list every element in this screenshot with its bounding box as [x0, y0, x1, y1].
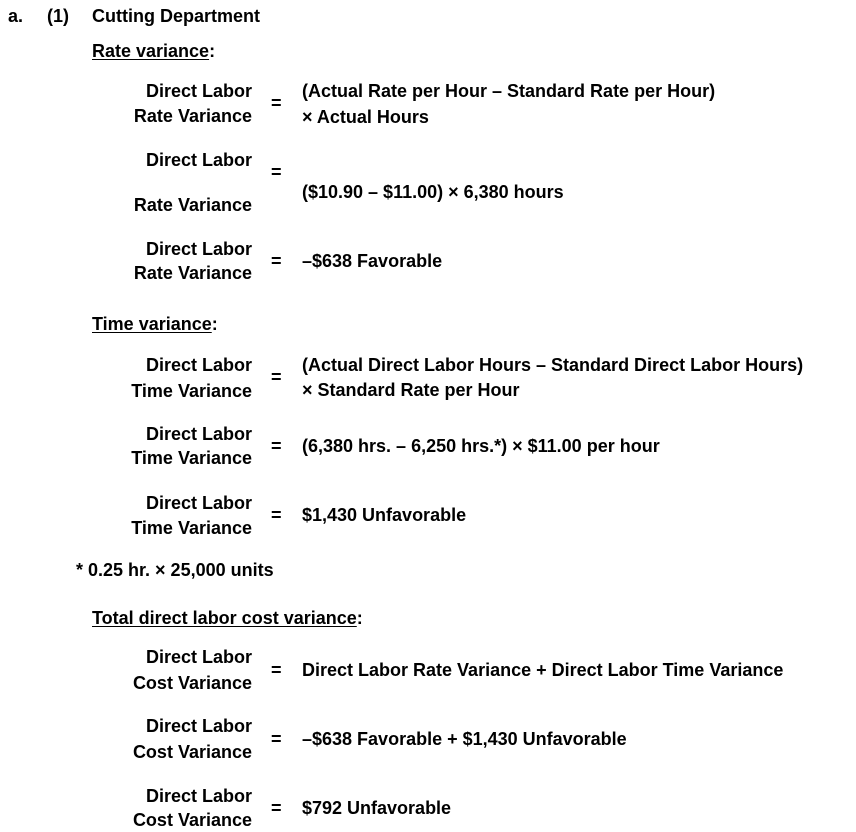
total-eq1-formula: Direct Labor Rate Variance + Direct Labor Time Variance — [302, 660, 784, 680]
total-eq2-label-line1: Direct Labor — [145, 716, 252, 736]
time-eq1-label-line2: Time Variance — [131, 381, 252, 401]
rate-eq1-equals: = — [271, 93, 282, 113]
total-eq2-equals: = — [271, 729, 282, 749]
rate-eq2-formula: ($10.90 – $11.00) × 6,380 hours — [302, 182, 564, 202]
time-eq1-formula-line2: × Standard Rate per Hour — [302, 380, 520, 400]
rate-eq1-label-line1: Direct Labor — [145, 81, 252, 101]
total-eq3-equals: = — [271, 798, 282, 818]
time-eq1-equals: = — [271, 367, 282, 387]
rate-eq3-result: –$638 Favorable — [302, 251, 443, 271]
time-eq2-equals: = — [271, 436, 282, 456]
total-eq3-result: $792 Unfavorable — [302, 798, 452, 818]
rate-variance-heading: Rate variance: — [92, 41, 216, 61]
total-eq2-formula: –$638 Favorable + $1,430 Unfavorable — [302, 729, 627, 749]
part-label: a. — [8, 6, 24, 26]
time-eq1-formula-line1: (Actual Direct Labor Hours – Standard Direct Labor Hours) — [302, 355, 804, 375]
total-eq1-label-line2: Cost Variance — [132, 673, 252, 693]
rate-eq1-formula-line1: (Actual Rate per Hour – Standard Rate per Hour) — [302, 81, 716, 101]
time-eq2-label-line2: Time Variance — [131, 448, 252, 468]
rate-eq2-equals: = — [271, 162, 282, 182]
total-eq3-label-line1: Direct Labor — [145, 786, 252, 806]
time-eq3-label-line2: Time Variance — [131, 518, 252, 538]
total-variance-heading: Total direct labor cost variance: — [92, 608, 363, 628]
time-eq2-formula: (6,380 hrs. – 6,250 hrs.*) × $11.00 per hour — [302, 436, 660, 456]
rate-eq2-label-line2: Rate Variance — [133, 195, 252, 215]
total-eq2-label-line2: Cost Variance — [132, 742, 252, 762]
time-eq3-label-line1: Direct Labor — [145, 493, 252, 513]
rate-eq3-label-line1: Direct Labor — [145, 239, 252, 259]
rate-eq1-formula-line2: × Actual Hours — [302, 107, 429, 127]
time-eq1-label-line1: Direct Labor — [145, 355, 252, 375]
footnote: * 0.25 hr. × 25,000 units — [76, 560, 274, 580]
rate-eq3-equals: = — [271, 251, 282, 271]
total-eq3-label-line2: Cost Variance — [132, 810, 252, 830]
rate-eq2-label-line1: Direct Labor — [145, 150, 252, 170]
rate-eq3-label-line2: Rate Variance — [133, 263, 252, 283]
total-eq1-equals: = — [271, 660, 282, 680]
department-title: Cutting Department — [92, 6, 260, 26]
total-eq1-label-line1: Direct Labor — [145, 647, 252, 667]
item-number: (1) — [47, 6, 69, 26]
time-variance-heading: Time variance: — [92, 314, 218, 334]
time-eq3-equals: = — [271, 505, 282, 525]
rate-eq1-label-line2: Rate Variance — [133, 106, 252, 126]
time-eq3-result: $1,430 Unfavorable — [302, 505, 467, 525]
time-eq2-label-line1: Direct Labor — [145, 424, 252, 444]
